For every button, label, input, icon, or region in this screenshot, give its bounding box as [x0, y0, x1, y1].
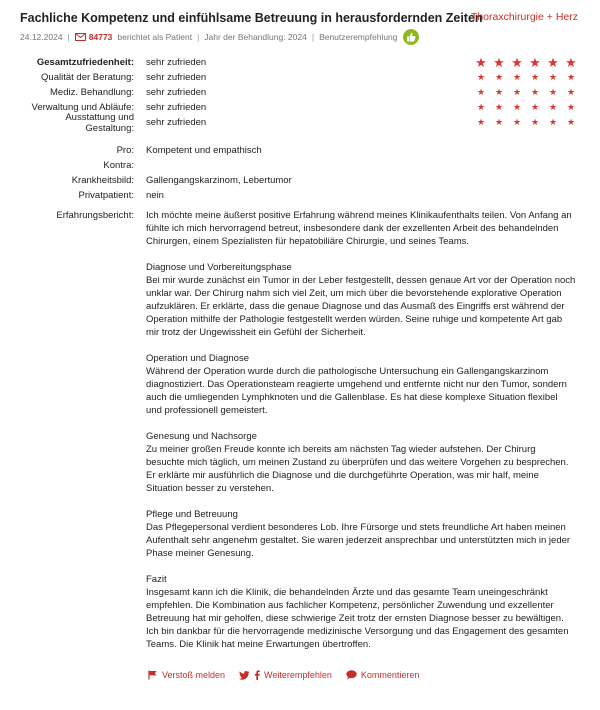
- report-label: Erfahrungsbericht:: [56, 210, 134, 221]
- review-meta: 24.12.2024 | 84773 berichtet als Patient | Jahr der Behandlung: 2024 | Benutzerempfehlung: [20, 29, 580, 45]
- section-title: Fazit: [146, 574, 167, 585]
- rating-label: Gesamtzufriedenheit:: [36, 57, 134, 68]
- star-icon: ★: [548, 117, 558, 127]
- section-text: Während der Operation wurde durch die pathologische Untersuchung ein Gallengangskarzinom diagnostiziert. Das Operationsteam reagierte umgehend und entfernte nicht nur den Tumor, sondern auch die umliegenden Lymphknoten und die Gallenblase. Es hat diese komplexe Situation flexibel und professionell gemeistert.: [146, 366, 567, 416]
- report-section: [146, 573, 576, 651]
- recommendation-label: Benutzerempfehlung: [319, 32, 398, 42]
- star-rating: [474, 117, 578, 128]
- report-body: [146, 209, 576, 664]
- star-icon: ★: [511, 55, 523, 70]
- rating-row-treatment: [20, 85, 580, 100]
- star-icon: ★: [548, 102, 558, 112]
- star-icon: ★: [530, 87, 540, 97]
- share-label: Weiterempfehlen: [264, 670, 332, 680]
- star-icon: ★: [566, 102, 576, 112]
- star-icon: ★: [530, 117, 540, 127]
- star-rating: [474, 102, 578, 113]
- share-button[interactable]: [239, 670, 332, 680]
- department-link[interactable]: Thoraxchirurgie + Herz: [470, 11, 578, 23]
- star-rating: [474, 72, 578, 83]
- star-rating: [474, 87, 578, 98]
- report-section: [146, 352, 576, 417]
- star-icon: ★: [566, 72, 576, 82]
- experience-report: [20, 209, 580, 664]
- report-violation-label: Verstoß melden: [162, 670, 226, 680]
- section-title: Pflege und Betreuung: [146, 509, 238, 520]
- star-icon: ★: [476, 72, 486, 82]
- star-icon: ★: [548, 72, 558, 82]
- star-icon: ★: [512, 117, 522, 127]
- star-icon: ★: [548, 87, 558, 97]
- flag-icon: [148, 670, 158, 680]
- section-text: Insgesamt kann ich die Klinik, die behandelnden Ärzte und das gesamte Team uneingeschränkt empfehlen. Die Kombination aus fachlicher Kompetenz, persönlicher Zuwendung und exzellenter Betreuung hat mir geholfen, diese schwierige Zeit trotz der ernsten Diagnose besser zu bewältigen. Ich bin dankbar für die hervorragende medizinische Versorgung und das Engagement des gesamten Teams. Die Klinik hat meine Erwartungen übertroffen.: [146, 587, 569, 650]
- rating-row-consultation: [20, 70, 580, 85]
- condition-row: [20, 174, 580, 188]
- pro-value: Kompetent und empathisch: [146, 145, 262, 156]
- rating-value: sehr zufrieden: [146, 72, 207, 83]
- pro-row: [20, 144, 580, 158]
- rating-value: sehr zufrieden: [146, 87, 207, 98]
- star-icon: ★: [494, 87, 504, 97]
- treatment-year: Jahr der Behandlung: 2024: [204, 32, 307, 42]
- review-title: Fachliche Kompetenz und einfühlsame Betreuung in herausfordernden Zeiten: [20, 11, 483, 25]
- star-rating: [474, 56, 578, 69]
- star-icon: ★: [566, 87, 576, 97]
- star-icon: ★: [547, 55, 559, 70]
- star-icon: ★: [475, 55, 487, 70]
- rating-label: Qualität der Beratung:: [41, 72, 134, 83]
- rating-label: Mediz. Behandlung:: [50, 87, 134, 98]
- report-section: [146, 261, 576, 339]
- kontra-label: Kontra:: [103, 160, 134, 171]
- report-section: [146, 430, 576, 495]
- message-author-link[interactable]: [75, 32, 113, 42]
- condition-value: Gallengangskarzinom, Lebertumor: [146, 175, 292, 186]
- star-icon: ★: [493, 55, 505, 70]
- star-icon: ★: [494, 102, 504, 112]
- ratings-table: [20, 55, 580, 134]
- mail-icon: [75, 33, 86, 41]
- star-icon: ★: [566, 117, 576, 127]
- star-icon: ★: [512, 87, 522, 97]
- comment-button[interactable]: [346, 670, 420, 680]
- rating-row-facilities: [20, 111, 580, 134]
- star-icon: ★: [512, 72, 522, 82]
- kontra-row: [20, 159, 580, 173]
- section-title: Operation und Diagnose: [146, 353, 249, 364]
- star-icon: ★: [530, 102, 540, 112]
- rating-value: sehr zufrieden: [146, 117, 207, 128]
- section-text: Das Pflegepersonal verdient besonderes Lob. Ihre Fürsorge und stets freundliche Art haben meinen Aufenthalt sehr angenehm gestaltet. Sie waren jederzeit ansprechbar und unterstützten mich in jeder Phase meiner Genesung.: [146, 522, 571, 559]
- section-text: Zu meiner großen Freude konnte ich bereits am nächsten Tag wieder aufstehen. Der Chirurg besuchte mich täglich, um meinen Zustand zu überprüfen und das weitere Vorgehen zu besprechen. Er erklärte mir ausführlich die Diagnose und die durchgeführte Operation, was mir half, meine Situation besser zu verstehen.: [146, 444, 569, 494]
- twitter-icon: [239, 671, 250, 680]
- star-icon: ★: [565, 55, 577, 70]
- report-section: [146, 508, 576, 560]
- star-icon: ★: [476, 117, 486, 127]
- star-icon: ★: [494, 117, 504, 127]
- star-icon: ★: [512, 102, 522, 112]
- pro-label: Pro:: [116, 145, 134, 156]
- private-patient-label: Privatpatient:: [78, 190, 134, 201]
- comment-icon: [346, 670, 357, 680]
- condition-label: Krankheitsbild:: [71, 175, 134, 186]
- report-violation-button[interactable]: [148, 670, 225, 680]
- rating-value: sehr zufrieden: [146, 57, 207, 68]
- star-icon: ★: [494, 72, 504, 82]
- rating-row-overall: [20, 55, 580, 70]
- star-icon: ★: [529, 55, 541, 70]
- review-date: 24.12.2024: [20, 32, 63, 42]
- rating-value: sehr zufrieden: [146, 102, 207, 113]
- rating-label: Ausstattung und Gestaltung:: [65, 111, 134, 134]
- rating-label: Verwaltung und Abläufe:: [31, 102, 134, 113]
- review-details: [20, 144, 580, 664]
- private-patient-value: nein: [146, 190, 164, 201]
- section-text: Bei mir wurde zunächst ein Tumor in der Leber festgestellt, dessen genaue Art vor der Operation noch unklar war. Der Chirurg nahm sich viel Zeit, um mich über die bevorstehende explorative Operation aufzuklären. Er erklärte, dass die genaue Diagnose und das Ausmaß des Eingriffs erst während der Operation mithilfe der Pathologie festgestellt werden würden. Seine ruhige und kompetente Art gab mir trotz der Ungewissheit ein Gefühl der Sicherheit.: [146, 275, 576, 338]
- private-patient-row: [20, 189, 580, 203]
- star-icon: ★: [476, 102, 486, 112]
- star-icon: ★: [476, 87, 486, 97]
- section-title: Genesung und Nachsorge: [146, 431, 257, 442]
- facebook-icon: [254, 670, 260, 680]
- star-icon: ★: [530, 72, 540, 82]
- review-actions: [148, 670, 580, 680]
- author-id: 84773: [88, 32, 113, 42]
- report-intro: Ich möchte meine äußerst positive Erfahrung während meines Klinikaufenthalts teilen. Von Anfang an fühlte ich mich hervorragend betreut, insbesondere dank der exzellenten Arbeit des behandelnden Chirurgen, einem Spezialisten für hepatobiliäre Chirurgie, und seines Teams.: [146, 210, 572, 247]
- comment-label: Kommentieren: [360, 670, 420, 680]
- thumbs-up-icon: [403, 29, 419, 45]
- reported-as: berichtet als Patient: [117, 32, 193, 42]
- section-title: Diagnose und Vorbereitungsphase: [146, 262, 292, 273]
